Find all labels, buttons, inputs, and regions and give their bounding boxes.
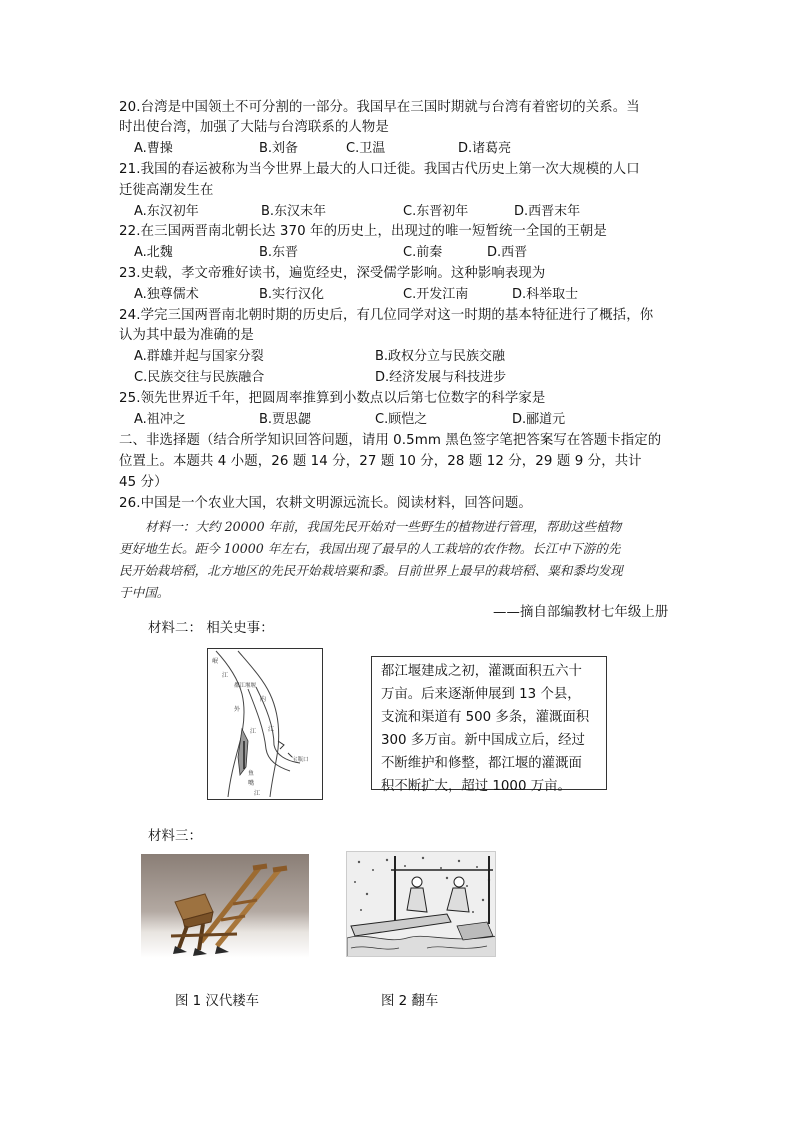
material1-line3: 民开始栽培稻，北方地区的先民开始栽培粟和黍。目前世界上最早的栽培稻、粟和黍均发现 <box>119 563 623 578</box>
material1-source: ——摘自部编教材七年级上册 <box>493 605 669 620</box>
q22-option-d: D.西晋 <box>487 245 528 260</box>
q25-line1: 25.领先世界近千年，把圆周率推算到小数点以后第七位数字的科学家是 <box>119 391 546 406</box>
waterwheel-drawing <box>347 852 496 957</box>
map-label-jiang-3: 江 <box>250 728 257 735</box>
q22-option-b: B.东晋 <box>259 245 299 260</box>
q21-option-d: D.西晋末年 <box>514 204 581 219</box>
dujiangyan-map <box>207 648 323 800</box>
material1-line1: 材料一：大约 20000 年前，我国先民开始对一些野生的植物进行管理，帮助这些植物 <box>145 519 622 534</box>
q22-line1: 22.在三国两晋南北朝长达 370 年的历史上，出现过的唯一短暂统一全国的王朝是 <box>119 224 607 239</box>
q24-line2: 认为其中最为准确的是 <box>119 328 254 343</box>
map-label-dujiangyan: 都江堰堰 <box>234 683 257 689</box>
q20-option-a: A.曹操 <box>134 141 173 156</box>
map-label-wai: 外 <box>234 706 241 713</box>
material2-box-line6: 积不断扩大，超过 1000 万亩。 <box>381 779 571 794</box>
q22-option-c: C.前秦 <box>403 245 443 260</box>
material1-line4: 于中国。 <box>119 585 170 600</box>
q21-option-c: C.东晋初年 <box>403 204 469 219</box>
q24-option-c: C.民族交往与民族融合 <box>134 370 265 385</box>
q24-option-b: B.政权分立与民族交融 <box>375 349 506 364</box>
material2-box-line4: 300 多万亩。新中国成立后，经过 <box>381 733 585 748</box>
section2-line3: 45 分） <box>119 475 168 490</box>
q20-option-d: D.诸葛亮 <box>458 141 512 156</box>
section2-line1: 二、非选择题（结合所学知识回答问题，请用 0.5mm 黑色签字笔把答案写在答题卡指定的 <box>119 433 662 448</box>
q23-option-d: D.科举取士 <box>512 287 579 302</box>
material2-textbox <box>371 656 607 794</box>
q23-option-c: C.开发江南 <box>403 287 469 302</box>
q21-line1: 21.我国的春运被称为当今世界上最大的人口迁徙。我国古代历史上第一次大规模的人口 <box>119 162 640 177</box>
figure2-waterwheel-image <box>346 851 496 957</box>
material1-line2: 更好地生长。距今 10000 年左右，我国出现了最早的人工栽培的农作物。长江中下游的先 <box>119 541 621 556</box>
figure1-seed-drill-image <box>141 854 309 958</box>
section2-line2: 位置上。本题共 4 小题，26 题 14 分，27 题 10 分，28 题 12 分，29 题 9 分，共计 <box>119 454 642 469</box>
q24-option-a: A.群雄并起与国家分裂 <box>134 349 264 364</box>
map-label-zui: 嘴 <box>248 780 255 787</box>
material2-box-line2: 万亩。后来逐渐伸展到 13 个县， <box>381 687 581 702</box>
q20-line1: 20.台湾是中国领土不可分割的一部分。我国早在三国时期就与台湾有着密切的关系。当 <box>119 100 640 115</box>
q25-option-c: C.顾恺之 <box>375 412 428 427</box>
q23-option-b: B.实行汉化 <box>259 287 325 302</box>
q21-line2: 迁徙高潮发生在 <box>119 183 214 198</box>
q23-line1: 23.史载，孝文帝雅好读书，遍览经史，深受儒学影响。这种影响表现为 <box>119 266 546 281</box>
q21-option-b: B.东汉末年 <box>261 204 327 219</box>
q20-line2: 时出使台湾，加强了大陆与台湾联系的人物是 <box>119 120 389 135</box>
q22-option-a: A.北魏 <box>134 245 173 260</box>
q24-line1: 24.学完三国两晋南北朝时期的历史后，有几位同学对这一时期的基本特征进行了概括，你 <box>119 308 654 323</box>
q20-option-c: C.卫温 <box>346 141 386 156</box>
q25-option-a: A.祖冲之 <box>134 412 186 427</box>
figure1-caption: 图 1 汉代耧车 <box>175 994 259 1009</box>
q21-option-a: A.东汉初年 <box>134 204 199 219</box>
material3-label: 材料三： <box>148 829 202 844</box>
map-label-nei: 内 <box>260 696 267 703</box>
map-label-baopingkou: 宝瓶口 <box>292 757 309 763</box>
q23-option-a: A.独尊儒术 <box>134 287 199 302</box>
map-label-jiang-2: 江 <box>268 726 275 733</box>
q25-option-b: B.贾思勰 <box>259 412 312 427</box>
map-label-jiang-1: 江 <box>222 672 229 679</box>
map-label-yu: 鱼 <box>248 770 255 777</box>
material2-label: 材料二： 相关史事： <box>148 621 274 636</box>
seed-drill-drawing <box>141 854 309 958</box>
material2-box-line1: 都江堰建成之初，灌溉面积五六十 <box>381 664 582 679</box>
figure2-caption: 图 2 翻车 <box>381 994 439 1009</box>
map-label-min: 岷 <box>212 658 219 665</box>
material2-box-line5: 不断维护和修整，都江堰的灌溉面 <box>381 756 582 771</box>
map-label-jiang-4: 江 <box>254 790 261 797</box>
q26-intro: 26.中国是一个农业大国，农耕文明源远流长。阅读材料，回答问题。 <box>119 496 532 511</box>
q25-option-d: D.郦道元 <box>512 412 566 427</box>
q20-option-b: B.刘备 <box>259 141 299 156</box>
q24-option-d: D.经济发展与科技进步 <box>375 370 507 385</box>
material2-box-line3: 支流和渠道有 500 多条，灌溉面积 <box>381 710 590 725</box>
dujiangyan-map-drawing <box>208 649 322 799</box>
